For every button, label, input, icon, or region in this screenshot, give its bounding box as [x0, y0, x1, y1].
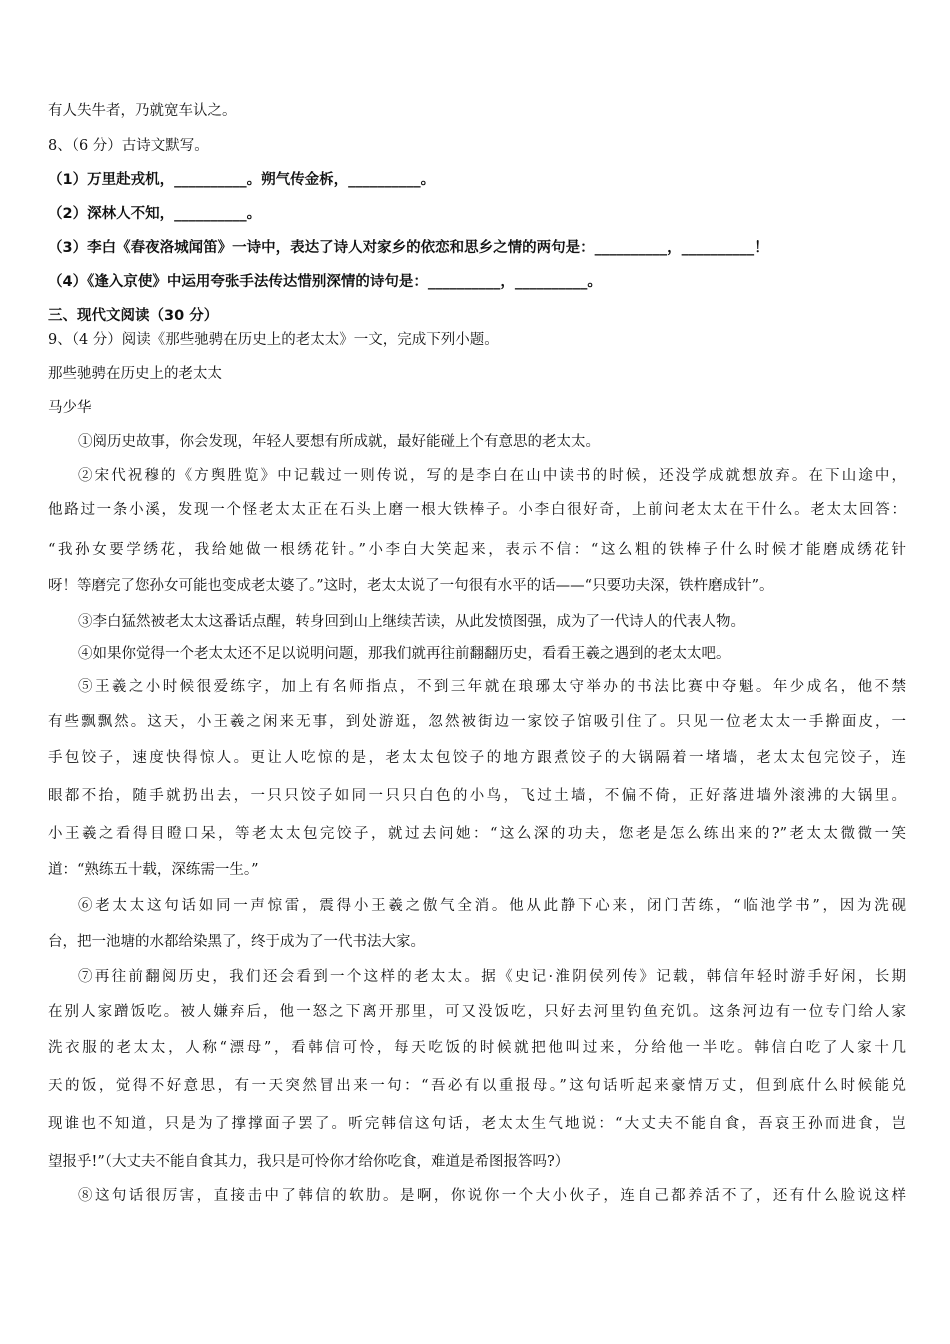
paragraph-3: ③李白猛然被老太太这番话点醒，转身回到山上继续苦读，从此发愤图强，成为了一代诗人的代表人物。	[78, 614, 745, 630]
paragraph-7-line: 在别人家蹭饭吃。被人嫌弃后，他一怒之下离开那里，可又没饭吃，只好去河里钓鱼充饥。这条河边有一位专门给人家	[48, 1004, 906, 1020]
paragraph-2-line: ②宋代祝穆的《方舆胜览》中记载过一则传说，写的是李白在山中读书的时候，还没学成就想放弃。在下山途中，	[78, 468, 906, 484]
passage-line: 有人失牛者，乃就宽车认之。	[48, 103, 237, 119]
paragraph-6-line: 台，把一池塘的水都给染黑了，终于成为了一代书法大家。	[48, 934, 425, 950]
question-8-heading: 8、（6 分）古诗文默写。	[48, 138, 209, 154]
paragraph-5-line: 手包饺子，速度快得惊人。更让人吃惊的是，老太太包饺子的地方跟煮饺子的大锅隔着一堵墙，老太太包完饺子，连	[48, 750, 906, 766]
paragraph-1: ①阅历史故事，你会发现，年轻人要想有所成就，最好能碰上个有意思的老太太。	[78, 434, 600, 450]
paragraph-2-line: 他路过一条小溪，发现一个怪老太太正在石头上磨一根大铁棒子。小李白很好奇，上前问老太太在干什么。老太太回答：	[48, 502, 906, 518]
question-8-item-3: （3）李白《春夜洛城闻笛》一诗中，表达了诗人对家乡的依恋和思乡之情的两句是：__________，__________！	[48, 240, 769, 256]
paragraph-6-line: ⑥老太太这句话如同一声惊雷，震得小王羲之傲气全消。他从此静下心来，闭门苦练，“临池学书”，因为洗砚	[78, 898, 906, 914]
paragraph-7-line: 天的饭，觉得不好意思，有一天突然冒出来一句：“吾必有以重报母。”这句话听起来豪情万丈，但到底什么时候能兑	[48, 1078, 906, 1094]
paragraph-7-line: 现谁也不知道，只是为了撑撑面子罢了。听完韩信这句话，老太太生气地说：“大丈夫不能自食，吾哀王孙而进食，岂	[48, 1116, 906, 1132]
paragraph-4: ④如果你觉得一个老太太还不足以说明问题，那我们就再往前翻翻历史，看看王羲之遇到的老太太吧。	[78, 646, 731, 662]
question-9-instruction: 9、（4 分）阅读《那些驰骋在历史上的老太太》一文，完成下列小题。	[48, 332, 499, 348]
section-3-heading: 三、现代文阅读（30 分）	[48, 308, 219, 324]
paragraph-7-line: ⑦再往前翻阅历史，我们还会看到一个这样的老太太。据《史记·淮阴侯列传》记载，韩信年轻时游手好闲，长期	[78, 969, 906, 985]
paragraph-5-line: 有些飘飘然。这天，小王羲之闲来无事，到处游逛，忽然被街边一家饺子馆吸引住了。只见一位老太太一手擀面皮，一	[48, 714, 906, 730]
paragraph-8-line: ⑧这句话很厉害，直接击中了韩信的软肋。是啊，你说你一个大小伙子，连自己都养活不了，还有什么脸说这样	[78, 1188, 906, 1204]
paragraph-5-line: 道：“熟练五十载，深练需一生。”	[48, 862, 259, 878]
paragraph-5-line: 眼都不抬，随手就扔出去，一只只饺子如同一只只白色的小鸟，飞过土墙，不偏不倚，正好落进墙外滚沸的大锅里。	[48, 788, 906, 804]
article-author: 马少华	[48, 400, 92, 416]
question-8-item-1: （1）万里赴戎机，__________。朔气传金柝，__________。	[48, 172, 436, 188]
question-8-item-2: （2）深林人不知，__________。	[48, 206, 262, 222]
paragraph-2-line: 呀！等磨完了您孙女可能也变成老太婆了。”这时，老太太说了一句很有水平的话——“只要功夫深，铁杵磨成针”。	[48, 578, 774, 594]
article-title: 那些驰骋在历史上的老太太	[48, 366, 222, 382]
paragraph-7-line: 洗衣服的老太太，人称“漂母”，看韩信可怜，每天吃饭的时候就把他叫过来，分给他一半吃。韩信白吃了人家十几	[48, 1040, 906, 1056]
question-8-item-4: （4）《逢入京使》中运用夸张手法传达惜别深情的诗句是：__________，__________。	[48, 274, 602, 290]
paragraph-2-line: “我孙女要学绣花，我给她做一根绣花针。”小李白大笑起来，表示不信：“这么粗的铁棒子什么时候才能磨成绣花针	[48, 542, 906, 558]
paragraph-7-line: 望报乎!”（大丈夫不能自食其力，我只是可怜你才给你吃食，难道是希图报答吗?）	[48, 1154, 570, 1170]
paragraph-5-line: 小王羲之看得目瞪口呆，等老太太包完饺子，就过去问她：“这么深的功夫，您老是怎么练出来的?”老太太微微一笑	[48, 826, 906, 842]
paragraph-5-line: ⑤王羲之小时候很爱练字，加上有名师指点，不到三年就在琅琊太守举办的书法比赛中夺魁。年少成名，他不禁	[78, 679, 906, 695]
